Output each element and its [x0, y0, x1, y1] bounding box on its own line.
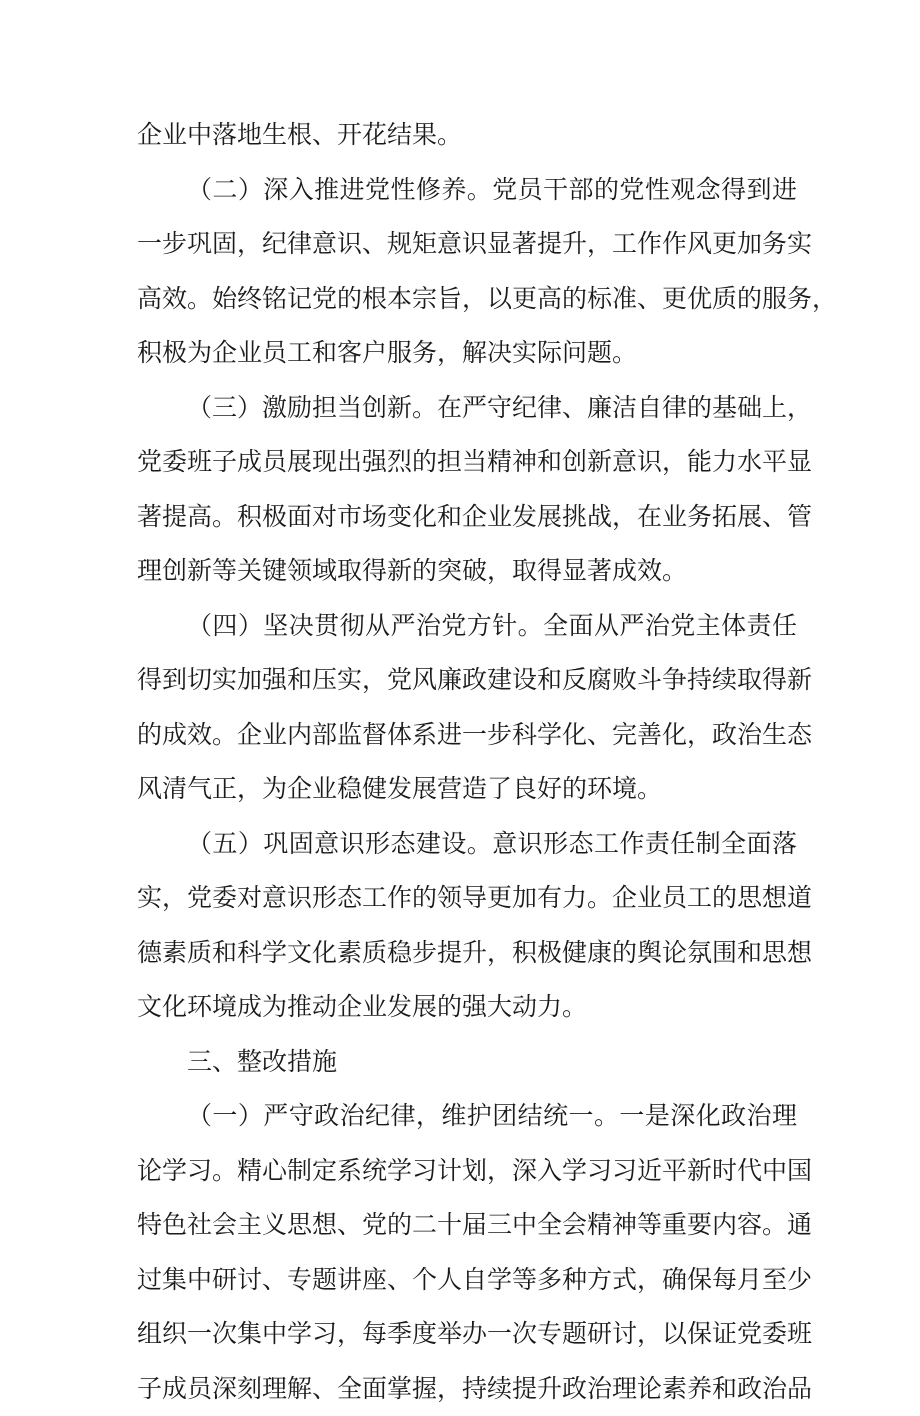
paragraph-line: 党委班子成员展现出强烈的担当精神和创新意识，能力水平显 [137, 435, 797, 490]
paragraph-line: 特色社会主义思想、党的二十届三中全会精神等重要内容。通 [137, 1198, 797, 1253]
paragraph-line: （五）巩固意识形态建设。意识形态工作责任制全面落 [137, 817, 797, 872]
document-page [137, 108, 797, 1416]
paragraph-line: 的成效。企业内部监督体系进一步科学化、完善化，政治生态 [137, 708, 797, 763]
paragraph-line: 实，党委对意识形态工作的领导更加有力。企业员工的思想道 [137, 871, 797, 926]
paragraph-line: 组织一次集中学习，每季度举办一次专题研讨，以保证党委班 [137, 1307, 797, 1362]
paragraph-line: 子成员深刻理解、全面掌握，持续提升政治理论素养和政治品 [137, 1362, 797, 1416]
paragraph-line: 企业中落地生根、开花结果。 [137, 108, 797, 163]
paragraph-line: 积极为企业员工和客户服务，解决实际问题。 [137, 326, 797, 381]
paragraph-line: 文化环境成为推动企业发展的强大动力。 [137, 980, 797, 1035]
paragraph-line: （二）深入推进党性修养。党员干部的党性观念得到进 [137, 163, 797, 218]
paragraph-line: 德素质和科学文化素质稳步提升，积极健康的舆论氛围和思想 [137, 926, 797, 981]
paragraph-line: 过集中研讨、专题讲座、个人自学等多种方式，确保每月至少 [137, 1253, 797, 1308]
paragraph-line: 高效。始终铭记党的根本宗旨，以更高的标准、更优质的服务， [137, 272, 797, 327]
paragraph-line: （四）坚决贯彻从严治党方针。全面从严治党主体责任 [137, 599, 797, 654]
paragraph-line: 得到切实加强和压实，党风廉政建设和反腐败斗争持续取得新 [137, 653, 797, 708]
paragraph-line: 论学习。精心制定系统学习计划，深入学习习近平新时代中国 [137, 1144, 797, 1199]
paragraph-line: （一）严守政治纪律，维护团结统一。一是深化政治理 [137, 1089, 797, 1144]
paragraph-line: 一步巩固，纪律意识、规矩意识显著提升，工作作风更加务实 [137, 217, 797, 272]
paragraph-line: 理创新等关键领域取得新的突破，取得显著成效。 [137, 544, 797, 599]
section-heading: 三、整改措施 [137, 1035, 797, 1090]
paragraph-line: 风清气正，为企业稳健发展营造了良好的环境。 [137, 762, 797, 817]
paragraph-line: （三）激励担当创新。在严守纪律、廉洁自律的基础上， [137, 381, 797, 436]
paragraph-line: 著提高。积极面对市场变化和企业发展挑战，在业务拓展、管 [137, 490, 797, 545]
